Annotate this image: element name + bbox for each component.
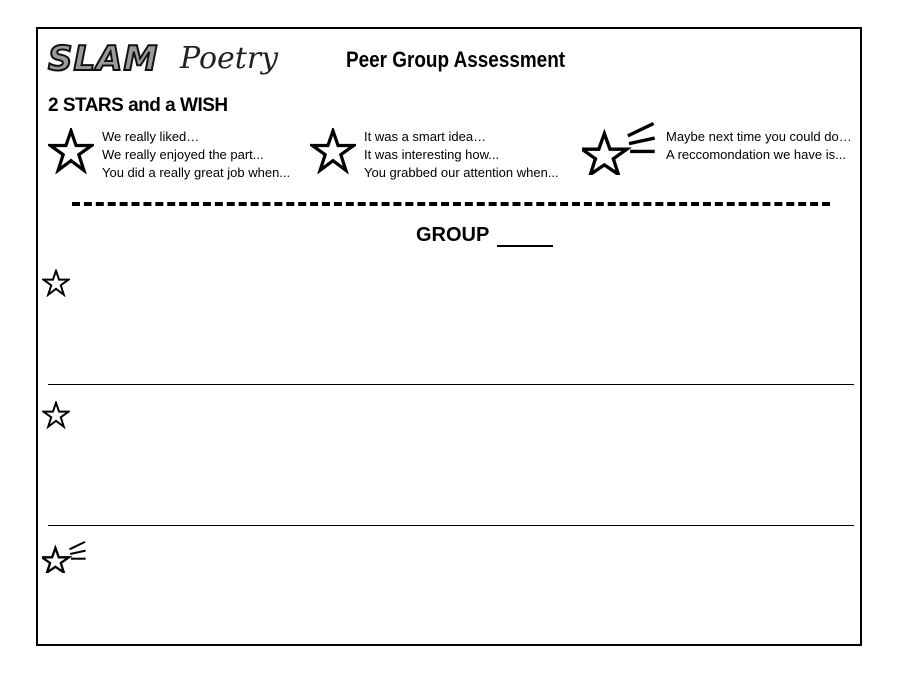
logo-poetry-text: Poetry xyxy=(180,41,279,76)
star-icon xyxy=(42,401,70,429)
page-subtitle: 2 STARS and a WISH xyxy=(48,95,228,116)
group-label: GROUP xyxy=(416,224,490,246)
dashed-divider xyxy=(72,202,830,206)
shooting-star-icon xyxy=(42,539,90,573)
prompt-line: It was interesting how... xyxy=(364,147,500,162)
prompt-line: You grabbed our attention when... xyxy=(364,165,559,180)
prompt-lines xyxy=(666,128,852,164)
worksheet xyxy=(36,27,862,646)
prompt-line: It was a smart idea… xyxy=(364,129,487,144)
page-title: Peer Group Assessment xyxy=(346,47,566,72)
shooting-star-icon xyxy=(582,119,662,175)
prompt-lines xyxy=(102,128,290,182)
prompt-line: We really enjoyed the part... xyxy=(102,147,264,162)
group-field xyxy=(416,224,553,247)
section-divider xyxy=(48,525,854,526)
star-icon xyxy=(42,269,70,297)
prompt-line: Maybe next time you could do… xyxy=(666,129,852,144)
group-blank-line[interactable] xyxy=(497,227,553,247)
star-icon xyxy=(310,128,356,174)
prompt-line: We really liked… xyxy=(102,129,200,144)
star-icon xyxy=(48,128,94,174)
logo-slam-text: SLAM xyxy=(48,39,159,79)
prompt-line: A reccomondation we have is... xyxy=(666,147,846,162)
prompt-lines xyxy=(364,128,559,182)
section-divider xyxy=(48,384,854,385)
prompt-line: You did a really great job when... xyxy=(102,165,291,180)
